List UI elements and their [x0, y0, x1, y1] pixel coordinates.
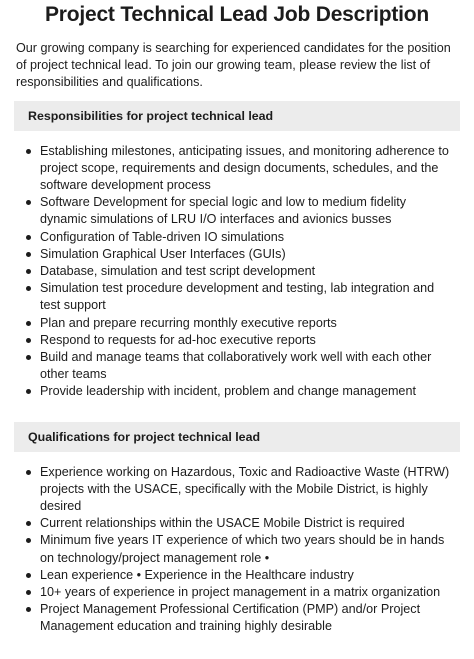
list-item: [26, 246, 454, 263]
list-item: [26, 567, 454, 584]
list-item-text: Provide leadership with incident, problem and change management: [40, 384, 416, 399]
bullet-icon: [26, 538, 31, 543]
intro-paragraph: Our growing company is searching for experienced candidates for the position of project technical lead. To join our growing team, please review the list of responsibilities and qualifications.: [16, 41, 451, 90]
list-item: [26, 194, 454, 228]
bullet-icon: [26, 269, 31, 274]
bullet-icon: [26, 286, 31, 291]
list-item: [26, 532, 454, 566]
list-item: [26, 229, 454, 246]
list-item: [26, 332, 454, 349]
list-item-text: Software Development for special logic and low to medium fidelity dynamic simulations of LRU I/O interfaces and avionics busses: [40, 195, 407, 227]
bullet-icon: [26, 321, 31, 326]
qualifications-list: [14, 464, 460, 636]
bullet-icon: [26, 470, 31, 475]
list-item-text: Project Management Professional Certification (PMP) and/or Project Management education and training highly desirable: [40, 602, 421, 634]
responsibilities-heading: Responsibilities for project technical lead: [14, 101, 460, 131]
page-title: Project Technical Lead Job Description: [44, 3, 430, 26]
bullet-icon: [26, 149, 31, 154]
list-item-text: Minimum five years IT experience of which two years should be in hands on technology/project management role •: [40, 533, 445, 565]
bullet-icon: [26, 355, 31, 360]
list-item: [26, 584, 454, 601]
list-item-text: Build and manage teams that collaboratively work well with each other other teams: [40, 350, 432, 382]
qualifications-heading: Qualifications for project technical lead: [14, 422, 460, 452]
list-item-text: Experience working on Hazardous, Toxic and Radioactive Waste (HTRW) projects with the USACE, specifically with the Mobile District, is highly desired: [40, 464, 450, 514]
list-item-text: Configuration of Table-driven IO simulations: [40, 229, 285, 244]
bullet-icon: [26, 590, 31, 595]
list-item-text: Current relationships within the USACE Mobile District is required: [40, 516, 405, 531]
bullet-icon: [26, 573, 31, 578]
list-item: [26, 383, 454, 400]
bullet-icon: [26, 389, 31, 394]
bullet-icon: [26, 252, 31, 257]
list-item: [26, 601, 454, 635]
bullet-icon: [26, 338, 31, 343]
list-item: [26, 263, 454, 280]
list-item: [26, 464, 454, 516]
list-item: [26, 143, 454, 195]
bullet-icon: [26, 235, 31, 240]
list-item-text: Lean experience • Experience in the Healthcare industry: [40, 567, 354, 582]
list-item-text: Simulation Graphical User Interfaces (GUIs): [40, 246, 286, 261]
responsibilities-list: [14, 143, 460, 401]
list-item-text: Establishing milestones, anticipating issues, and monitoring adherence to project scope, requirements and design documents, schedules, and the software development process: [40, 143, 449, 193]
list-item-text: Plan and prepare recurring monthly executive reports: [40, 315, 337, 330]
bullet-icon: [26, 200, 31, 205]
list-item: [26, 515, 454, 532]
list-item-text: 10+ years of experience in project management in a matrix organization: [40, 585, 441, 600]
bullet-icon: [26, 607, 31, 612]
list-item-text: Respond to requests for ad-hoc executive reports: [40, 332, 316, 347]
list-item: [26, 315, 454, 332]
list-item-text: Simulation test procedure development and testing, lab integration and test support: [40, 281, 435, 313]
list-item: [26, 280, 454, 314]
bullet-icon: [26, 521, 31, 526]
list-item: [26, 349, 454, 383]
list-item-text: Database, simulation and test script development: [40, 264, 316, 279]
